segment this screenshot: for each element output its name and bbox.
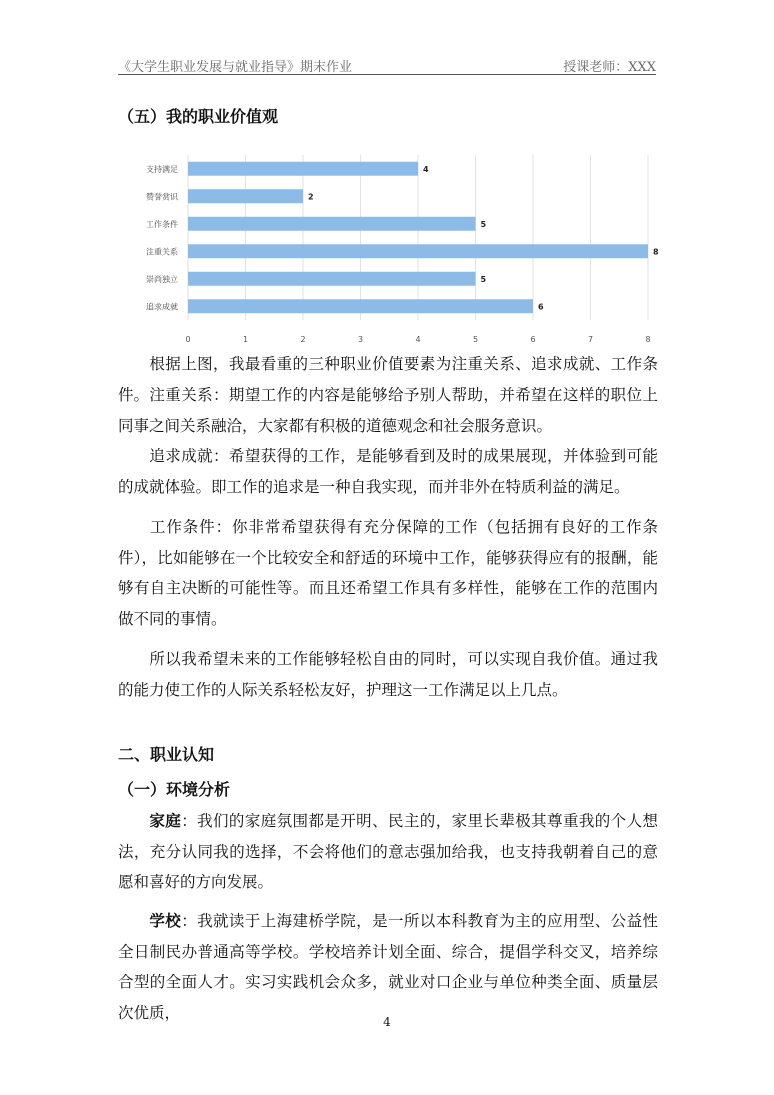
x-tick-label: 7 bbox=[587, 335, 594, 344]
category-label: 崇尚独立 bbox=[146, 274, 178, 284]
bar bbox=[188, 299, 533, 313]
category-label: 赞誉赏识 bbox=[146, 192, 178, 202]
category-label: 追求成就 bbox=[146, 302, 178, 312]
data-label: 6 bbox=[538, 302, 544, 312]
x-tick-label: 1 bbox=[242, 335, 249, 344]
paragraph-achievement: 追求成就：希望获得的工作，是能够看到及时的成果展现，并体验到可能的成就体验。即工作的追求是一种自我实现，而并非外在特质利益的满足。 bbox=[118, 447, 658, 496]
paragraph-school: 学校：我就读于上海建桥学院，是一所以本科教育为主的应用型、公益性全日制民办普通高等学校。学校培养计划全面、综合，提倡学科交叉，培养综合型的全面人才。实习实践机会众多，就业对口企业与单位种类全面、质量层次优质， bbox=[118, 911, 658, 1022]
data-label: 4 bbox=[423, 164, 429, 174]
paragraph-summary: 根据上图，我最看重的三种职业价值要素为注重关系、追求成就、工作条件。 bbox=[118, 355, 658, 404]
x-tick-label: 3 bbox=[357, 335, 364, 344]
page-header bbox=[118, 54, 656, 75]
category-label: 注重关系 bbox=[146, 247, 178, 257]
x-tick-label: 5 bbox=[472, 335, 479, 344]
x-tick-label: 4 bbox=[415, 335, 421, 344]
category-label: 工作条件 bbox=[146, 219, 178, 229]
paragraph-conclusion: 所以我希望未来的工作能够轻松自由的同时，可以实现自我价值。通过我的能力使工作的人际关系轻松友好，护理这一工作满足以上几点。 bbox=[118, 650, 658, 699]
school-label: 学校 bbox=[149, 911, 182, 930]
bar bbox=[188, 244, 648, 258]
section-2-1-title: （一）环境分析 bbox=[118, 780, 231, 799]
section-2-title: 二、职业认知 bbox=[118, 745, 215, 764]
category-label: 支持满足 bbox=[146, 164, 178, 174]
x-tick-label: 0 bbox=[185, 335, 191, 344]
family-label: 家庭 bbox=[149, 811, 182, 830]
header-course-title: 《大学生职业发展与就业指导》期末作业 bbox=[118, 60, 353, 75]
data-label: 5 bbox=[480, 219, 487, 229]
x-tick-label: 8 bbox=[645, 335, 651, 344]
data-label: 2 bbox=[308, 192, 314, 202]
x-tick-label: 2 bbox=[300, 335, 306, 344]
paragraph-work-conditions: 工作条件：你非常希望获得有充分保障的工作（包括拥有良好的工作条件），比如能够在一个比较安全和舒适的环境中工作，能够获得应有的报酬，能够有自主决断的可能性等。而且还希望工作具有多样性，能够在工作的范围内做不同的事情。 bbox=[118, 518, 658, 628]
bar bbox=[188, 217, 476, 231]
paragraph-family: 家庭：我们的家庭氛围都是开明、民主的，家里长辈极其尊重我的个人想法，充分认同我的选择，不会将他们的意志强加给我，也支持我朝着自己的意愿和喜好的方向发展。 bbox=[118, 811, 658, 891]
bar bbox=[188, 272, 476, 286]
x-tick-label: 6 bbox=[530, 335, 536, 344]
bar bbox=[188, 189, 303, 203]
bar bbox=[188, 162, 418, 176]
paragraph-relationship: 注重关系：期望工作的内容是能够给予别人帮助，并希望在这样的职位上同事之间关系融洽，大家都有积极的道德观念和社会服务意识。 bbox=[118, 386, 658, 435]
career-values-bar-chart bbox=[140, 150, 670, 345]
header-teacher: 授课老师：XXX bbox=[563, 60, 656, 75]
page-number: 4 bbox=[383, 1015, 391, 1029]
section-5-title: （五）我的职业价值观 bbox=[118, 107, 279, 126]
data-label: 8 bbox=[653, 247, 659, 257]
data-label: 5 bbox=[480, 274, 487, 284]
